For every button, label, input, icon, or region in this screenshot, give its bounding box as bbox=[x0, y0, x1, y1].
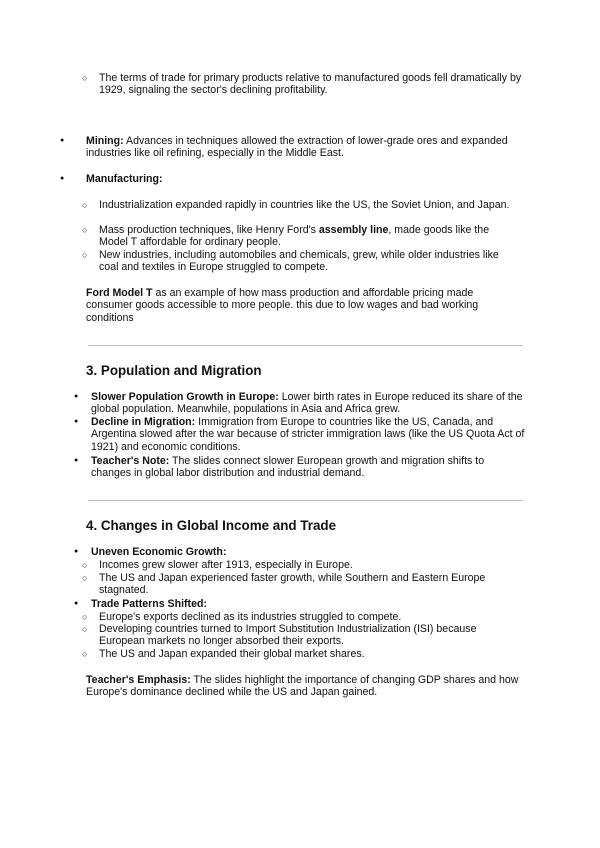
manufacturing-item-1: Industrialization expanded rapidly in countries like the US, the Soviet Union, and Japan. bbox=[99, 199, 510, 211]
trade-label: Trade Patterns Shifted: bbox=[91, 598, 207, 610]
ford-model-t-paragraph bbox=[86, 287, 506, 324]
mining-label: Mining: bbox=[86, 135, 124, 147]
mining-text: Advances in techniques allowed the extraction of lower-grade ores and expanded industries like oil refining, especially in the Middle East. bbox=[86, 135, 508, 160]
section-4-title: 4. Changes in Global Income and Trade bbox=[86, 518, 337, 533]
section-3-title: 3. Population and Migration bbox=[86, 363, 262, 378]
list-item bbox=[99, 648, 519, 660]
manufacturing-label: Manufacturing: bbox=[86, 173, 163, 185]
list-item bbox=[91, 455, 527, 480]
ford-text: as an example of how mass production and affordable pricing made consumer goods accessible to more people. this due to low wages and bad working conditions bbox=[86, 287, 479, 324]
list-item bbox=[99, 623, 519, 648]
item-text: Immigration from Europe to countries like the US, Canada, and Argentina slowed after the war because of stricter immigration laws (like the US Quota Act of 1921) and economic conditions. bbox=[91, 416, 525, 453]
uneven-label: Uneven Economic Growth: bbox=[91, 546, 227, 558]
item-text: The slides connect slower European growth and migration shifts to changes in global labor distribution and industrial demand. bbox=[91, 455, 485, 480]
trade-item-3: The US and Japan expanded their global market shares. bbox=[99, 648, 365, 660]
ford-label: Ford Model T bbox=[86, 287, 153, 299]
manufacturing-item bbox=[86, 173, 531, 185]
list-item bbox=[99, 72, 529, 97]
list-item bbox=[99, 559, 519, 571]
manufacturing-item-3: New industries, including automobiles and chemicals, grew, while older industries like coal and textiles in Europe struggled to compete. bbox=[99, 249, 499, 274]
list-item bbox=[91, 598, 527, 610]
item-label: Slower Population Growth in Europe: bbox=[91, 391, 279, 403]
list-item bbox=[99, 199, 519, 211]
divider bbox=[88, 500, 523, 501]
list-item bbox=[99, 224, 519, 249]
item-label: Teacher's Note: bbox=[91, 455, 170, 467]
divider bbox=[88, 345, 523, 346]
trade-item-1: Europe's exports declined as its industries struggled to compete. bbox=[99, 611, 402, 623]
uneven-item-2: The US and Japan experienced faster growth, while Southern and Eastern Europe stagnated. bbox=[99, 572, 486, 597]
trade-item-2: Developing countries turned to Import Substitution Industrialization (ISI) because European markets no longer absorbed their exports. bbox=[99, 623, 477, 648]
list-item bbox=[91, 546, 527, 558]
uneven-item-1: Incomes grew slower after 1913, especially in Europe. bbox=[99, 559, 353, 571]
terms-of-trade-text: The terms of trade for primary products relative to manufactured goods fell dramatically by 1929, signaling the sector's declining profitability. bbox=[99, 72, 522, 97]
manufacturing-item-2b: , made goods like the Model T affordable for ordinary people. bbox=[99, 224, 490, 249]
mining-item bbox=[86, 135, 531, 160]
manufacturing-item-2a: Mass production techniques, like Henry Ford's bbox=[99, 224, 319, 236]
emphasis-label: Teacher's Emphasis: bbox=[86, 674, 191, 686]
item-label: Decline in Migration: bbox=[91, 416, 196, 428]
list-item bbox=[91, 391, 527, 416]
emphasis-text: The slides highlight the importance of changing GDP shares and how Europe's dominance declined while the US and Japan gained. bbox=[86, 674, 519, 699]
item-text: Lower birth rates in Europe reduced its share of the global population. Meanwhile, populations in Asia and Africa grew. bbox=[91, 391, 523, 416]
list-item bbox=[99, 611, 519, 623]
list-item bbox=[99, 572, 519, 597]
list-item bbox=[91, 416, 527, 453]
list-item bbox=[99, 249, 519, 274]
assembly-line-text: assembly line bbox=[318, 224, 389, 236]
teachers-emphasis-paragraph bbox=[86, 674, 522, 699]
